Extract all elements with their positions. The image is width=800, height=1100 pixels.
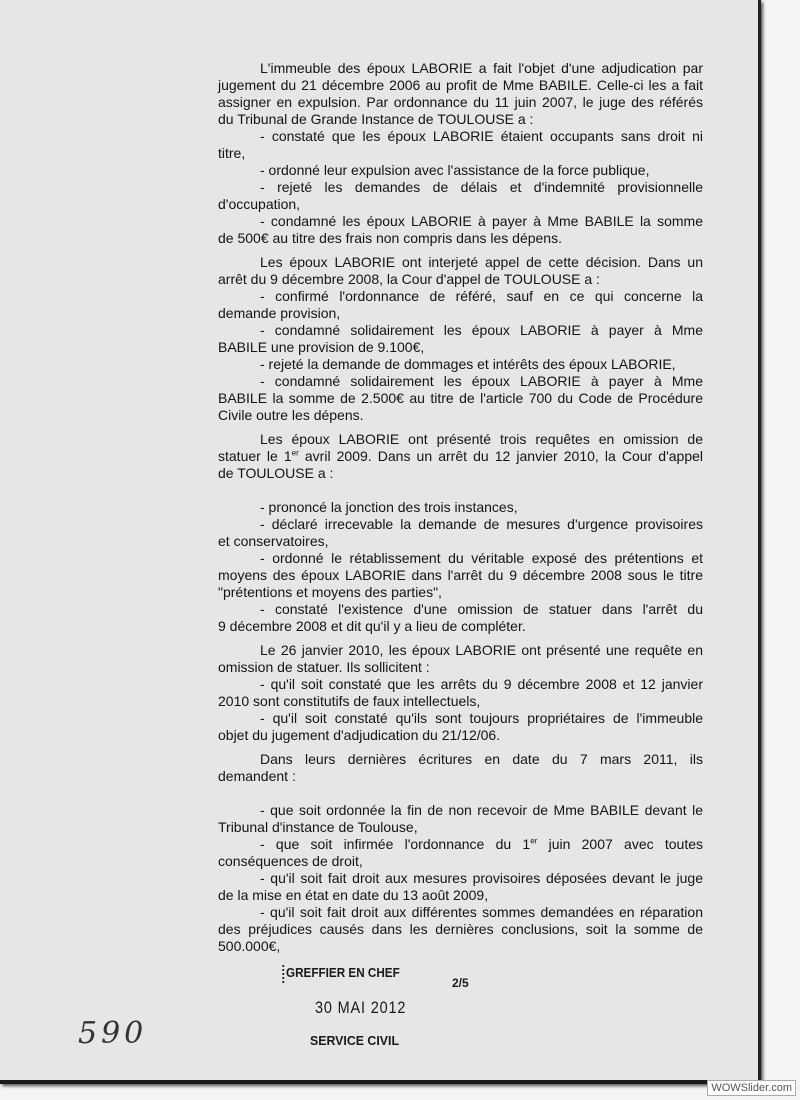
text-line: de TOULOUSE a : xyxy=(218,465,334,481)
text-line: et conservatoires, xyxy=(218,533,329,549)
text-line: demande provision, xyxy=(218,305,341,321)
text-line: Le 26 janvier 2010, les époux LABORIE ont présenté une requête en xyxy=(260,642,703,658)
text-line: 9 décembre 2008 et dit qu'il y a lieu de compléter. xyxy=(218,618,526,634)
text-line: - condamné les époux LABORIE à payer à Mme BABILE la somme xyxy=(260,213,703,229)
text-line: omission de statuer. Ils sollicitent : xyxy=(218,659,430,675)
text-line: - rejeté la demande de dommages et intérêts des époux LABORIE, xyxy=(260,356,676,372)
text-line: Tribunal d'instance de Toulouse, xyxy=(218,819,418,835)
text-line: BABILE une provision de 9.100€, xyxy=(218,339,425,355)
text-line: - qu'il soit constaté que les arrêts du 9 décembre 2008 et 12 janvier xyxy=(260,676,703,692)
text-line: Les époux LABORIE ont présenté trois requêtes en omission de xyxy=(260,431,703,447)
handwritten-number: 590 xyxy=(78,1016,148,1051)
stamp-greffier: GREFFIER EN CHEF xyxy=(286,965,400,980)
text-line: - confirmé l'ordonnance de référé, sauf en ce qui concerne la xyxy=(260,288,703,304)
text-line: - qu'il soit fait droit aux mesures provisoires déposées devant le juge xyxy=(260,870,703,886)
text-line: moyens des époux LABORIE dans l'arrêt du 9 décembre 2008 sous le titre xyxy=(218,567,703,583)
text-segment: statuer le 1 xyxy=(218,448,292,464)
text-line: jugement du 21 décembre 2006 au profit de Mme BABILE. Celle-ci les a fait xyxy=(218,77,703,93)
text-line: objet du jugement d'adjudication du 21/12/06. xyxy=(218,727,501,743)
text-segment: juin 2007 avec toutes xyxy=(537,836,703,852)
text-line: Civile outre les dépens. xyxy=(218,407,364,423)
text-line: - condamné solidairement les époux LABORIE à payer à Mme xyxy=(260,322,703,338)
text-line: demandent : xyxy=(218,768,296,784)
text-segment: er xyxy=(291,448,299,458)
text-line: 500.000€, xyxy=(218,938,281,954)
text-segment: er xyxy=(530,836,538,846)
watermark: WOWSlider.com xyxy=(707,1080,796,1096)
text-line: du Tribunal de Grande Instance de TOULOUSE a : xyxy=(218,111,534,127)
text-line: Dans leurs dernières écritures en date du 7 mars 2011, ils xyxy=(260,751,703,767)
stamp-date: 30 MAI 2012 xyxy=(315,998,407,1017)
text-line: - constaté que les époux LABORIE étaient occupants sans droit ni xyxy=(260,128,703,144)
text-line: 2010 sont constitutifs de faux intellectuels, xyxy=(218,693,481,709)
text-line xyxy=(260,836,703,853)
page-number: 2/5 xyxy=(452,976,469,990)
text-line: - qu'il soit constaté qu'ils sont toujours propriétaires de l'immeuble xyxy=(260,710,703,726)
text-line: L'immeuble des époux LABORIE a fait l'objet d'une adjudication par xyxy=(260,60,703,76)
text-line xyxy=(218,448,703,465)
text-line: - prononcé la jonction des trois instances, xyxy=(260,499,518,515)
text-line: - constaté l'existence d'une omission de statuer dans l'arrêt du xyxy=(260,601,703,617)
text-line: - rejeté les demandes de délais et d'indemnité provisionnelle xyxy=(260,179,703,195)
text-line: "prétentions et moyens des parties", xyxy=(218,584,442,600)
text-line: BABILE la somme de 2.500€ au titre de l'article 700 du Code de Procédure xyxy=(218,390,703,406)
text-segment: avril 2009. Dans un arrêt du 12 janvier 2010, la Cour d'appel xyxy=(298,448,704,464)
text-line: assigner en expulsion. Par ordonnance du 11 juin 2007, le juge des référés xyxy=(218,94,703,110)
text-line: de 500€ au titre des frais non compris dans les dépens. xyxy=(218,230,562,246)
text-line: des préjudices causés dans les dernières conclusions, soit la somme de xyxy=(218,921,703,937)
text-line: Les époux LABORIE ont interjeté appel de cette décision. Dans un xyxy=(260,254,703,270)
text-line: titre, xyxy=(218,145,246,161)
text-segment: - que soit infirmée l'ordonnance du 1 xyxy=(260,836,531,852)
text-line: - que soit ordonnée la fin de non recevoir de Mme BABILE devant le xyxy=(260,802,703,818)
text-line: - déclaré irrecevable la demande de mesures d'urgence provisoires xyxy=(260,516,703,532)
text-line: - ordonné le rétablissement du véritable exposé des prétentions et xyxy=(260,550,703,566)
text-line: - condamné solidairement les époux LABORIE à payer à Mme xyxy=(260,373,703,389)
stamp-service: SERVICE CIVIL xyxy=(310,1033,400,1048)
text-line: arrêt du 9 décembre 2008, la Cour d'appel de TOULOUSE a : xyxy=(218,271,600,287)
text-line: de la mise en état en date du 13 août 2009, xyxy=(218,887,489,903)
text-line: conséquences de droit, xyxy=(218,853,363,869)
text-line: - ordonné leur expulsion avec l'assistance de la force publique, xyxy=(260,162,650,178)
text-line: d'occupation, xyxy=(218,196,301,212)
text-line: - qu'il soit fait droit aux différentes sommes demandées en réparation xyxy=(260,904,703,920)
